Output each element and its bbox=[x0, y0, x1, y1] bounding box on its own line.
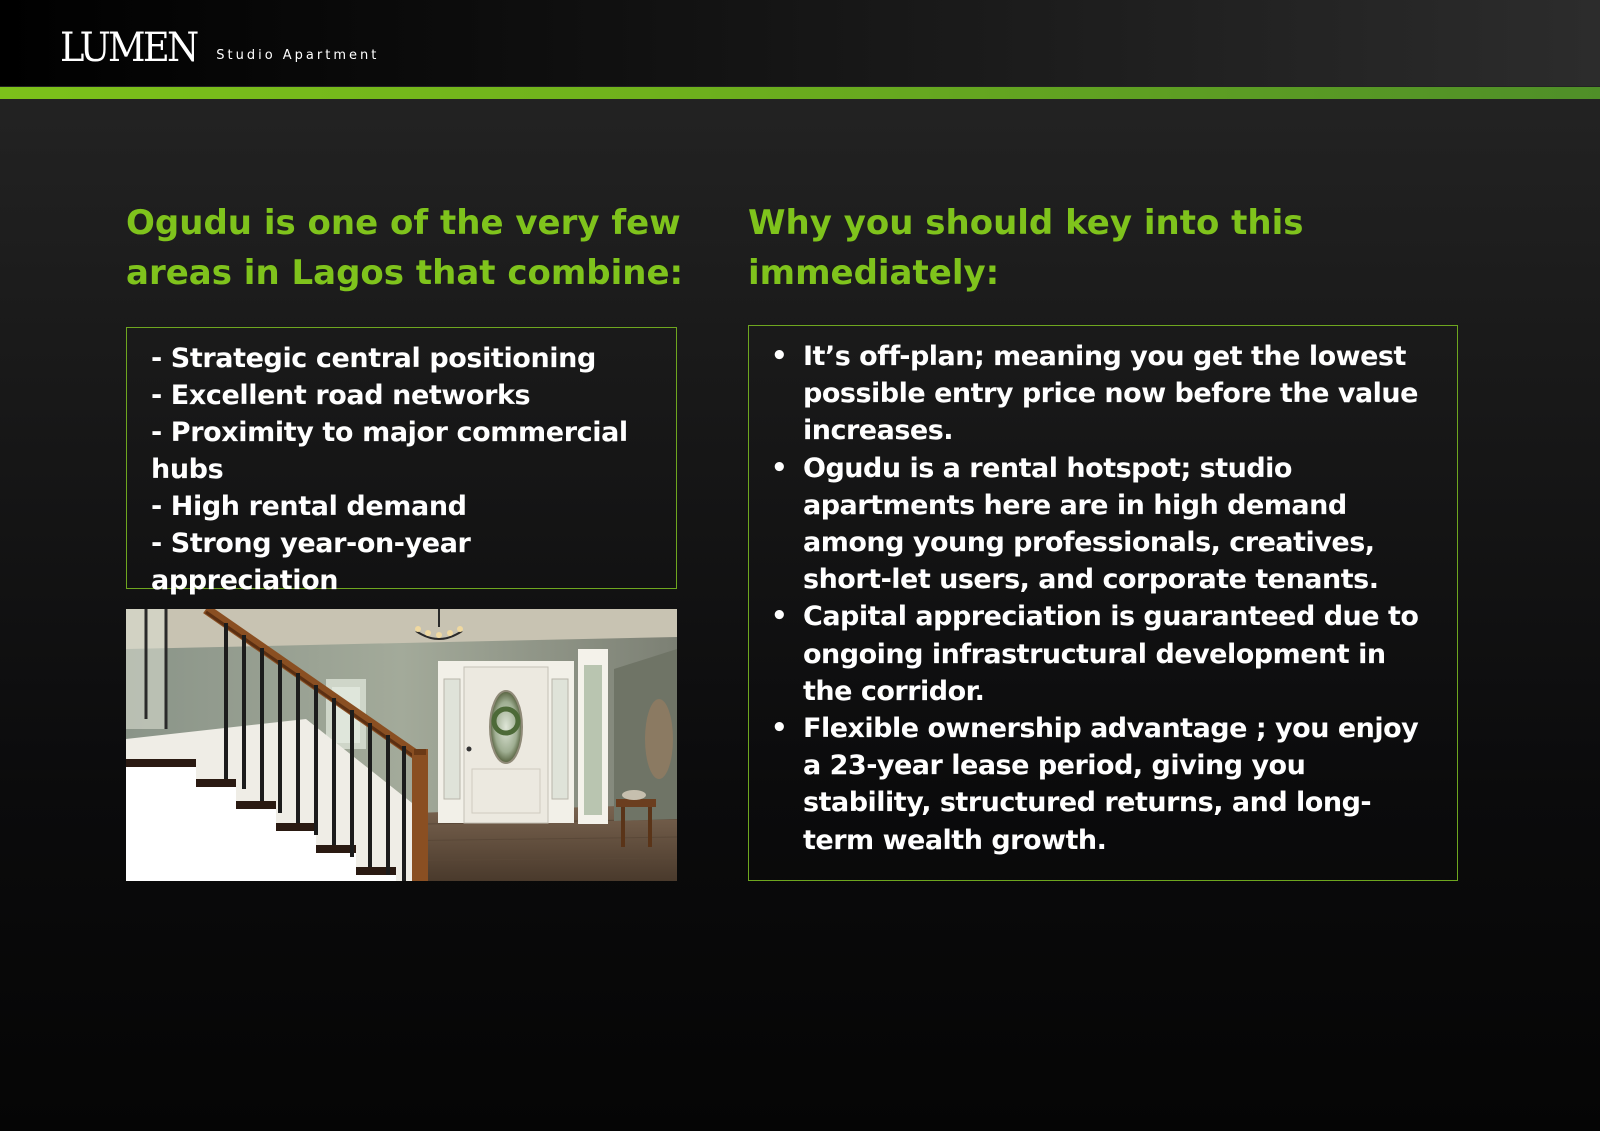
reasons-list bbox=[767, 338, 1441, 859]
features-box bbox=[126, 327, 677, 596]
reason-text: Ogudu is a rental hotspot; studio apartments here are in high demand among young professionals, creatives, short-let users, and corporate tenants. bbox=[803, 452, 1379, 596]
reason-text: Capital appreciation is guaranteed due to ongoing infrastructural development in the corridor. bbox=[803, 601, 1419, 707]
reason-text: It’s off-plan; meaning you get the lowest possible entry price now before the value increases. bbox=[803, 341, 1418, 447]
bullet-icon: • bbox=[771, 713, 788, 744]
reason-item bbox=[767, 450, 1441, 599]
reason-item bbox=[767, 598, 1441, 710]
reason-item bbox=[767, 710, 1441, 859]
bullet-icon: • bbox=[771, 601, 788, 632]
feature-item: - Strong year-on-year appreciation bbox=[151, 528, 471, 596]
logo-wordmark: LUMEN bbox=[60, 25, 197, 71]
reasons-box bbox=[748, 325, 1458, 881]
header-bar bbox=[0, 0, 1600, 86]
feature-item: - High rental demand bbox=[151, 491, 467, 522]
logo-subtitle: Studio Apartment bbox=[216, 48, 380, 63]
brand-logo bbox=[60, 25, 380, 71]
reason-item bbox=[767, 338, 1441, 450]
feature-item: - Excellent road networks bbox=[151, 380, 531, 411]
accent-divider bbox=[0, 87, 1600, 99]
reason-text: Flexible ownership advantage ; you enjoy a 23-year lease period, giving you stability, structured returns, and long-term wealth growth. bbox=[803, 713, 1419, 856]
left-heading: Ogudu is one of the very few areas in Lagos that combine: bbox=[126, 203, 684, 293]
interior-photo bbox=[126, 609, 677, 881]
features-list bbox=[151, 340, 658, 599]
right-heading: Why you should key into this immediately: bbox=[748, 203, 1304, 293]
feature-item: - Proximity to major commercial hubs bbox=[151, 417, 628, 485]
bullet-icon: • bbox=[771, 341, 788, 371]
bullet-icon: • bbox=[771, 452, 788, 483]
feature-item: - Strategic central positioning bbox=[151, 343, 596, 374]
